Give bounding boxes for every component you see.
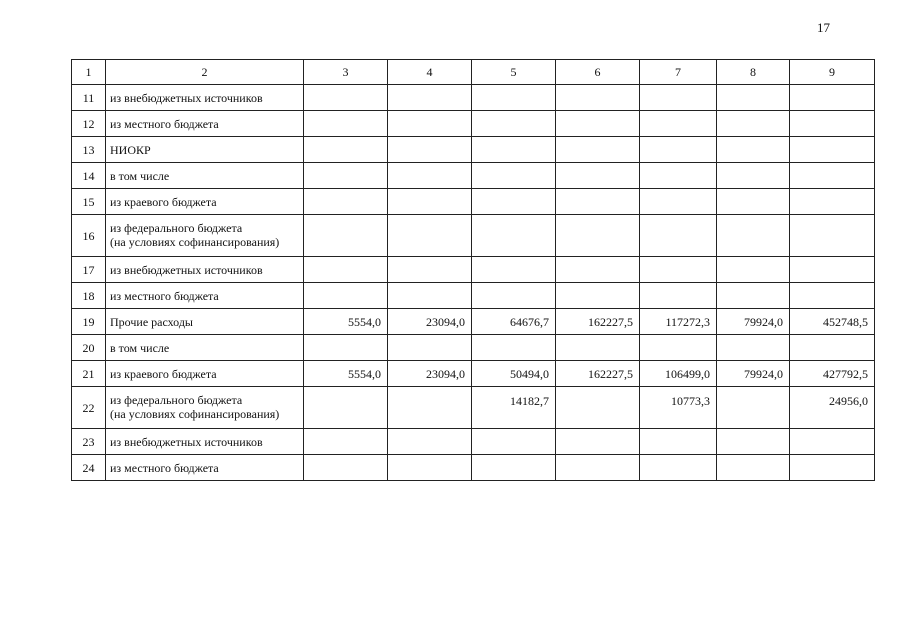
value-cell <box>388 283 472 309</box>
value-cell <box>717 163 790 189</box>
value-cell <box>472 257 556 283</box>
row-number: 11 <box>72 85 106 111</box>
row-name: из внебюджетных источников <box>106 85 304 111</box>
row-number: 15 <box>72 189 106 215</box>
value-cell <box>790 137 875 163</box>
value-cell <box>388 111 472 137</box>
value-cell <box>556 387 640 429</box>
table-row <box>72 85 875 111</box>
value-cell <box>790 189 875 215</box>
value-cell: 5554,0 <box>304 361 388 387</box>
table-row <box>72 189 875 215</box>
value-cell <box>556 455 640 481</box>
value-cell: 427792,5 <box>790 361 875 387</box>
value-cell <box>304 257 388 283</box>
column-header: 5 <box>472 60 556 85</box>
value-cell <box>717 215 790 257</box>
value-cell <box>640 283 717 309</box>
value-cell <box>790 163 875 189</box>
value-cell <box>472 455 556 481</box>
value-cell <box>304 215 388 257</box>
value-cell <box>472 189 556 215</box>
value-cell <box>388 429 472 455</box>
row-number: 12 <box>72 111 106 137</box>
value-cell <box>304 189 388 215</box>
column-header: 3 <box>304 60 388 85</box>
row-number: 18 <box>72 283 106 309</box>
value-cell <box>304 163 388 189</box>
row-name: в том числе <box>106 163 304 189</box>
value-cell <box>304 455 388 481</box>
value-cell <box>790 257 875 283</box>
value-cell: 64676,7 <box>472 309 556 335</box>
value-cell <box>304 283 388 309</box>
value-cell <box>556 335 640 361</box>
table-row <box>72 361 875 387</box>
column-header: 4 <box>388 60 472 85</box>
value-cell <box>388 137 472 163</box>
row-number: 22 <box>72 387 106 429</box>
value-cell <box>388 387 472 429</box>
value-cell <box>717 189 790 215</box>
row-number: 14 <box>72 163 106 189</box>
row-number: 23 <box>72 429 106 455</box>
column-header: 1 <box>72 60 106 85</box>
value-cell <box>556 429 640 455</box>
value-cell <box>717 111 790 137</box>
table-row <box>72 429 875 455</box>
value-cell <box>717 257 790 283</box>
value-cell <box>304 429 388 455</box>
value-cell <box>556 215 640 257</box>
value-cell <box>472 283 556 309</box>
value-cell <box>717 455 790 481</box>
value-cell <box>472 335 556 361</box>
row-number: 21 <box>72 361 106 387</box>
value-cell <box>304 85 388 111</box>
value-cell <box>640 455 717 481</box>
value-cell <box>640 137 717 163</box>
table-row <box>72 283 875 309</box>
table-row <box>72 387 875 429</box>
value-cell <box>790 283 875 309</box>
value-cell <box>717 85 790 111</box>
value-cell <box>640 335 717 361</box>
column-header: 6 <box>556 60 640 85</box>
value-cell <box>717 429 790 455</box>
value-cell <box>388 455 472 481</box>
column-header: 7 <box>640 60 717 85</box>
value-cell <box>304 335 388 361</box>
value-cell <box>640 163 717 189</box>
value-cell: 452748,5 <box>790 309 875 335</box>
value-cell: 14182,7 <box>472 387 556 429</box>
value-cell <box>388 215 472 257</box>
value-cell: 50494,0 <box>472 361 556 387</box>
value-cell <box>388 163 472 189</box>
value-cell <box>556 85 640 111</box>
row-name: из внебюджетных источников <box>106 257 304 283</box>
row-number: 13 <box>72 137 106 163</box>
value-cell: 106499,0 <box>640 361 717 387</box>
value-cell <box>304 137 388 163</box>
row-name: из местного бюджета <box>106 283 304 309</box>
value-cell: 79924,0 <box>717 361 790 387</box>
value-cell <box>717 387 790 429</box>
value-cell <box>640 257 717 283</box>
value-cell: 79924,0 <box>717 309 790 335</box>
row-name: Прочие расходы <box>106 309 304 335</box>
value-cell: 5554,0 <box>304 309 388 335</box>
value-cell <box>790 429 875 455</box>
row-name: из федерального бюджета (на условиях софинансирования) <box>106 387 304 429</box>
table-row <box>72 163 875 189</box>
table-row <box>72 257 875 283</box>
value-cell <box>717 283 790 309</box>
value-cell <box>640 215 717 257</box>
value-cell <box>790 335 875 361</box>
table-row <box>72 111 875 137</box>
value-cell: 117272,3 <box>640 309 717 335</box>
table-row <box>72 455 875 481</box>
value-cell <box>472 163 556 189</box>
value-cell <box>472 215 556 257</box>
row-name: из федерального бюджета (на условиях софинансирования) <box>106 215 304 257</box>
value-cell <box>304 387 388 429</box>
column-header: 2 <box>106 60 304 85</box>
row-number: 19 <box>72 309 106 335</box>
value-cell <box>640 429 717 455</box>
value-cell: 23094,0 <box>388 309 472 335</box>
value-cell: 162227,5 <box>556 309 640 335</box>
page-number: 17 <box>817 20 830 35</box>
value-cell <box>388 335 472 361</box>
value-cell <box>640 189 717 215</box>
budget-table <box>71 59 875 481</box>
value-cell <box>472 111 556 137</box>
value-cell <box>790 111 875 137</box>
row-number: 16 <box>72 215 106 257</box>
value-cell: 10773,3 <box>640 387 717 429</box>
value-cell <box>640 85 717 111</box>
column-header: 8 <box>717 60 790 85</box>
value-cell <box>717 137 790 163</box>
table-row <box>72 335 875 361</box>
table-row <box>72 309 875 335</box>
row-name: из местного бюджета <box>106 455 304 481</box>
value-cell <box>472 429 556 455</box>
value-cell <box>556 137 640 163</box>
row-name: из внебюджетных источников <box>106 429 304 455</box>
value-cell: 162227,5 <box>556 361 640 387</box>
row-name: из краевого бюджета <box>106 361 304 387</box>
header-row <box>72 60 875 85</box>
row-name: из местного бюджета <box>106 111 304 137</box>
row-name: в том числе <box>106 335 304 361</box>
column-header: 9 <box>790 60 875 85</box>
value-cell <box>556 111 640 137</box>
value-cell <box>304 111 388 137</box>
value-cell <box>472 137 556 163</box>
row-number: 17 <box>72 257 106 283</box>
value-cell: 24956,0 <box>790 387 875 429</box>
table-body <box>72 85 875 481</box>
value-cell: 23094,0 <box>388 361 472 387</box>
row-number: 24 <box>72 455 106 481</box>
value-cell <box>790 455 875 481</box>
value-cell <box>388 189 472 215</box>
value-cell <box>556 257 640 283</box>
value-cell <box>717 335 790 361</box>
value-cell <box>388 85 472 111</box>
value-cell <box>556 163 640 189</box>
row-number: 20 <box>72 335 106 361</box>
value-cell <box>556 283 640 309</box>
value-cell <box>790 215 875 257</box>
value-cell <box>790 85 875 111</box>
row-name: НИОКР <box>106 137 304 163</box>
table-row <box>72 215 875 257</box>
value-cell <box>472 85 556 111</box>
table-row <box>72 137 875 163</box>
value-cell <box>640 111 717 137</box>
row-name: из краевого бюджета <box>106 189 304 215</box>
value-cell <box>556 189 640 215</box>
value-cell <box>388 257 472 283</box>
